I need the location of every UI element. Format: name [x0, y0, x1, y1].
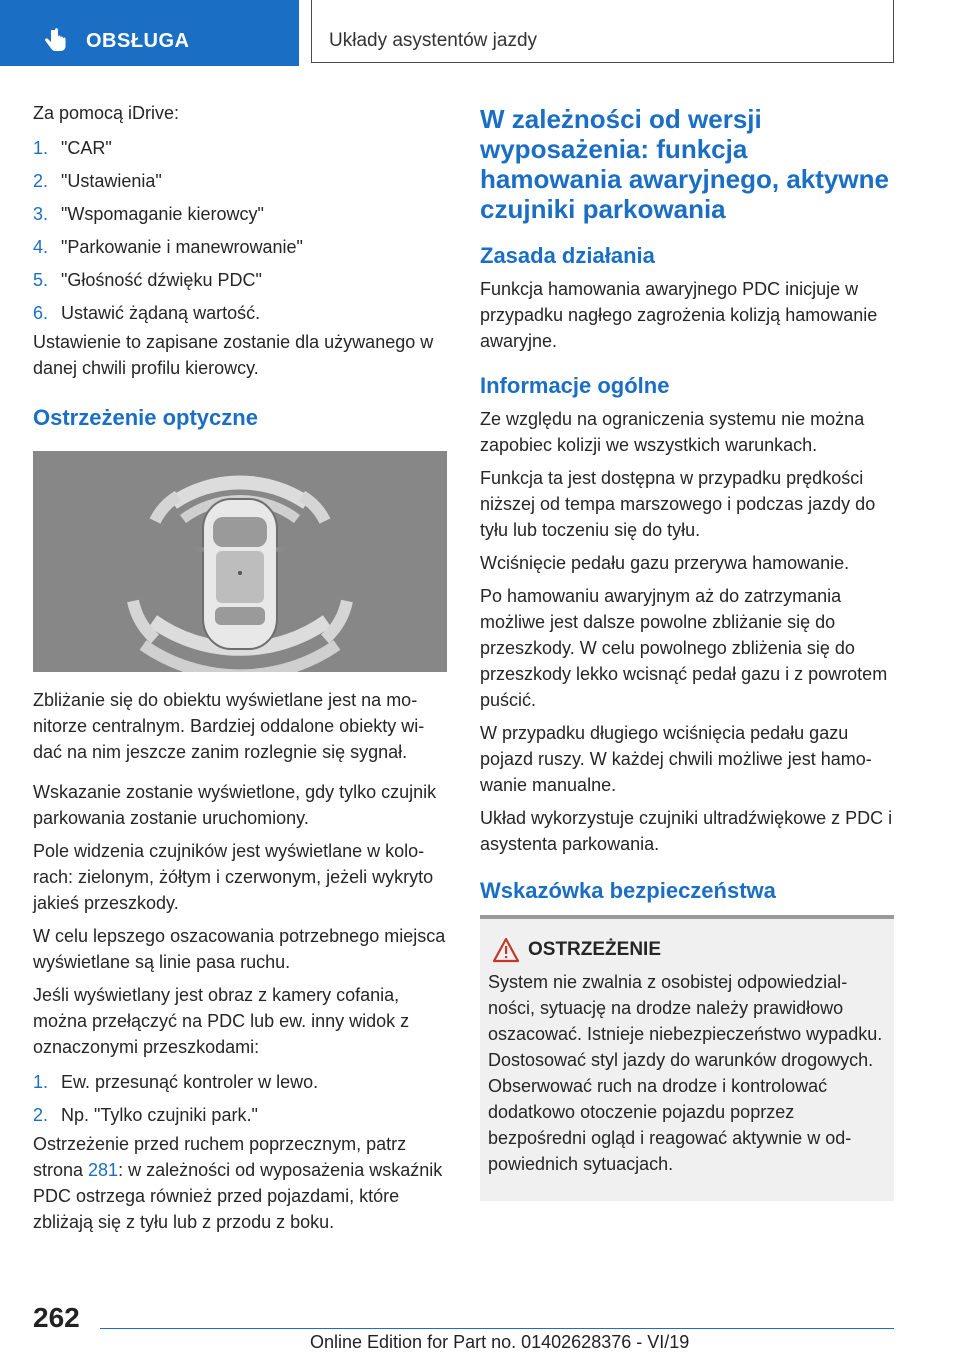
- general-paragraph: Funkcja ta jest dostępna w przypadku prędkości niższej od tempa marszowego i podczas jazdy do tyłu lub toczeniu się do tyłu.: [480, 468, 876, 540]
- list-item: [33, 201, 447, 234]
- list-item: [33, 1102, 447, 1131]
- general-paragraph: W przypadku długiego wciśnięcia pedału gazu pojazd ruszy. W każdej chwili możliwe jest hamowanie manualne.: [480, 723, 872, 795]
- list-item: [33, 1069, 447, 1102]
- cross-traffic-text-end: : w zależności od wyposażenia wskaźnik PDC ostrzega również przed pojazdami, które zbliżają się z tyłu lub z przodu z boku.: [33, 1160, 443, 1232]
- cross-traffic-text: Ostrzeżenie przed ruchem poprzecznym, patrz strona: [33, 1134, 407, 1180]
- principle-text: Funkcja hamowania awaryjnego PDC inicjuje w przypadku nagłego zagrożenia kolizją hamowanie awaryjne.: [480, 279, 878, 351]
- general-paragraph: Po hamowaniu awaryjnym aż do zatrzymania możliwe jest dalsze powolne zbliżanie się do przeszkody. W celu powolnego zbliżenia się do przeszkody lekko wcisnąć pedał gazu i z powrotem puścić.: [480, 586, 888, 710]
- step-number: 6.: [33, 303, 49, 323]
- step-text: Np. "Tylko czujniki park.": [61, 1105, 258, 1125]
- warning-triangle-icon: [492, 937, 520, 963]
- saved-note: Ustawienie to zapisane zostanie dla używanego w danej chwili profilu kierowcy.: [33, 332, 434, 378]
- warning-header: [488, 937, 886, 963]
- list-item: [33, 300, 447, 329]
- display-paragraph: Zbliżanie się do obiektu wyświetlane jest na monitorze centralnym. Bardziej oddalone obiekty widać na nim jeszcze zanim rozlegnie się sygnał.: [33, 690, 425, 762]
- step-number: 4.: [33, 237, 49, 257]
- heading-general-info: Informacje ogólne: [480, 373, 670, 398]
- pdc-display-illustration: [33, 451, 447, 672]
- idrive-intro: Za pomocą iDrive:: [33, 103, 180, 123]
- list-item: [33, 168, 447, 201]
- step-number: 1.: [33, 1072, 49, 1092]
- warning-text: System nie zwalnia z osobistej odpowiedzialności, sytuację na drodze należy prawidłowo oszacować. Istnieje niebezpieczeństwo wypadku. Dostosować styl jazdy do warunków drogowych. Obserwować ruch na drodze i kontrolować dodatkowo otoczenie pojazdu poprzez bezpośredni ogląd i reagować aktywnie w odpowiednich sytuacjach.: [488, 972, 883, 1174]
- right-column: [480, 100, 894, 1201]
- step-text: "Parkowanie i manewrowanie": [61, 237, 303, 257]
- general-paragraph: Układ wykorzystuje czujniki ultradźwiękowe z PDC i asystenta parkowania.: [480, 808, 893, 854]
- camera-paragraph: Jeśli wyświetlany jest obraz z kamery cofania, można przełączyć na PDC lub ew. inny widok z oznaczonymi przeszkodami:: [33, 985, 410, 1057]
- activation-paragraph: Wskazanie zostanie wyświetlone, gdy tylko czujnik parkowania zostanie uruchomiony.: [33, 782, 437, 828]
- heading-optical-warning: Ostrzeżenie optyczne: [33, 405, 258, 430]
- list-item: [33, 135, 447, 168]
- page-reference-link[interactable]: 281: [88, 1160, 119, 1180]
- step-text: "Wspomaganie kierowcy": [61, 204, 264, 224]
- step-number: 1.: [33, 138, 49, 158]
- edition-note: Online Edition for Part no. 01402628376 - VI/19: [310, 1332, 690, 1352]
- step-text: Ustawić żądaną wartość.: [61, 303, 261, 323]
- cross-traffic-paragraph: [33, 1131, 447, 1235]
- colors-paragraph: Pole widzenia czujników jest wyświetlane w kolorach: zielonym, żółtym i czerwonym, jeżeli wykryto jakieś przeszkody.: [33, 841, 434, 913]
- warning-title: OSTRZEŻENIE: [528, 939, 662, 960]
- heading-safety-note: Wskazówka bezpieczeństwa: [480, 878, 776, 903]
- page-number: 262: [33, 1302, 80, 1333]
- section-tab-label: OBSŁUGA: [86, 30, 190, 52]
- list-item: [33, 267, 447, 300]
- step-text: "Głośność dźwięku PDC": [61, 270, 262, 290]
- chapter-title: Układy asystentów jazdy: [329, 30, 538, 51]
- warning-box: [480, 915, 894, 1201]
- footer-divider: [100, 1328, 894, 1329]
- heading-emergency-braking: W zależności od wersji wyposażenia: funkcja hamowania awaryjnego, aktywne czujniki parkowania: [480, 104, 889, 224]
- step-number: 2.: [33, 171, 49, 191]
- step-text: "Ustawienia": [61, 171, 162, 191]
- step-text: Ew. przesunąć kontroler w lewo.: [61, 1072, 319, 1092]
- step-text: "CAR": [61, 138, 112, 158]
- step-number: 3.: [33, 204, 49, 224]
- view-steps: [33, 1069, 447, 1131]
- general-paragraph: Ze względu na ograniczenia systemu nie można zapobiec kolizji we wszystkich warunkach.: [480, 409, 865, 455]
- hand-pointer-icon: [42, 28, 68, 54]
- heading-principle: Zasada działania: [480, 243, 655, 268]
- general-paragraph: Wciśnięcie pedału gazu przerywa hamowanie.: [480, 553, 850, 573]
- left-column: [33, 100, 447, 1242]
- step-number: 5.: [33, 270, 49, 290]
- section-tab: [0, 0, 299, 66]
- list-item: [33, 234, 447, 267]
- idrive-steps: [33, 135, 447, 329]
- step-number: 2.: [33, 1105, 49, 1125]
- lane-lines-paragraph: W celu lepszego oszacowania potrzebnego miejsca wyświetlane są linie pasa ruchu.: [33, 926, 446, 972]
- chapter-header: [311, 0, 894, 63]
